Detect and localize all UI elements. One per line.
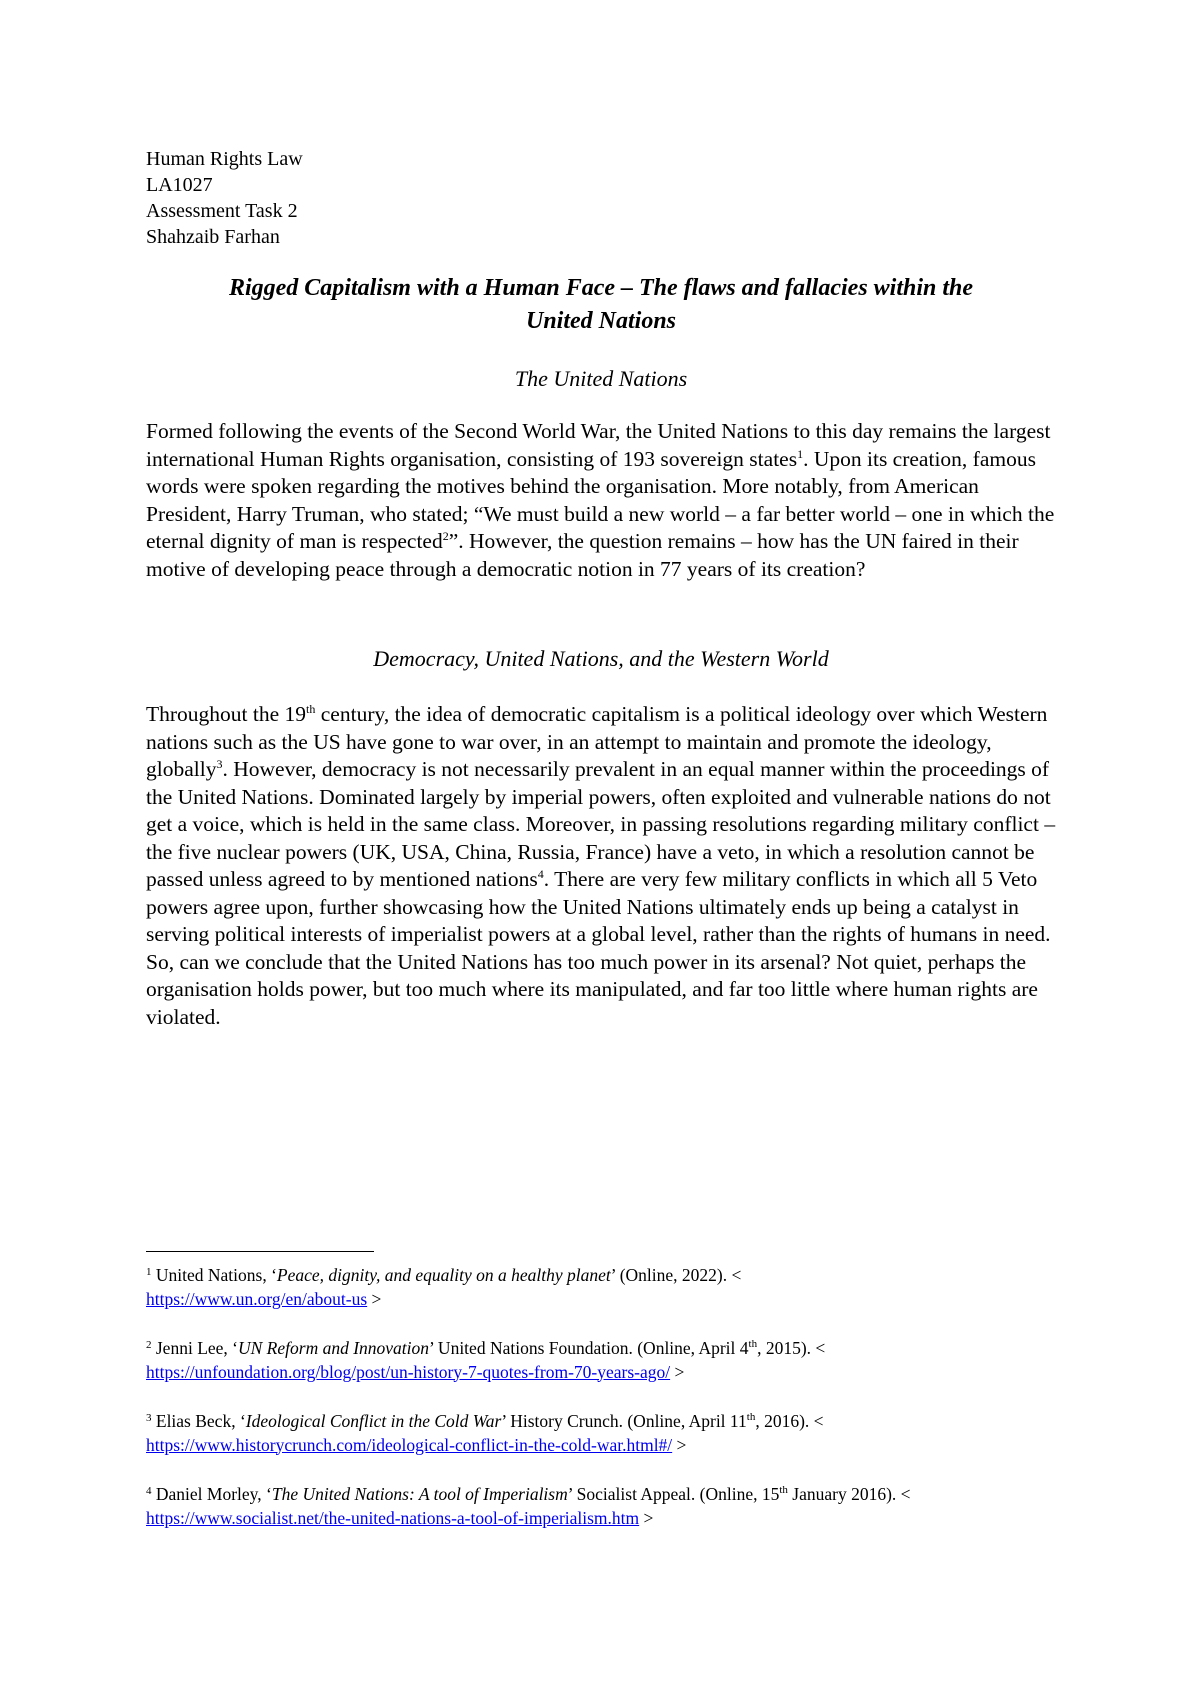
author-name: Shahzaib Farhan	[146, 226, 280, 248]
footnote-4-link[interactable]: https://www.socialist.net/the-united-nations-a-tool-of-imperialism.htm	[146, 1507, 640, 1528]
paragraph-democracy: Throughout the 19th century, the idea of democratic capitalism is a political ideology over which Western nations such as the US have gone to war over, in an attempt to maintain and promote the ideology, globally$^3$. However, democracy is not necessarily prevalent in an equal manner within the proceedings of the United Nations. Dominated largely by imperial powers, often exploited and vulnerable nations do not get a voice, which is held in the same class. Moreover, in passing resolutions regarding military conflict – the five nuclear powers (UK, USA, China, Russia, France) have a veto, in which a resolution cannot be passed unless agreed to by mentioned nations$^4$. There are very few military conflicts in which all 5 Veto powers agree upon, further showcasing how the United Nations ultimately ends up being a catalyst in serving political interests of imperialist powers at a global level, rather than the rights of humans in need. So, can we conclude that the United Nations has too much power in its arsenal? Not quiet, perhaps the organisation holds power, but too much where its manipulated, and far too little where human rights are violated.	[146, 702, 1056, 1029]
title-line-1: Rigged Capitalism with a Human Face – The flaws and fallacies within the	[228, 275, 974, 301]
paragraph-united-nations: Formed following the events of the Second World War, the United Nations to this day remains the largest international Human Rights organisation, consisting of 193 sovereign states$^1$. Upon its creation, famous words were spoken regarding the motives behind the organisation. More notably, from American President, Harry Truman, who stated; “We must build a new world – a far better world – one in which the eternal dignity of man is respected$^2$”. However, the question remains – how has the UN faired in their motive of developing peace through a democratic notion in 77 years of its creation?	[146, 419, 1055, 581]
assessment-task: Assessment Task 2	[146, 200, 298, 222]
footnote-ref-1[interactable]: 1	[797, 446, 804, 461]
document-title	[146, 272, 1056, 338]
footnote-3-link[interactable]: https://www.historycrunch.com/ideological-conflict-in-the-cold-war.html#/	[146, 1434, 673, 1455]
footnote-1: $^1$ United Nations, ‘Peace, dignity, and equality on a healthy planet’ (Online, 2022). < https://www.un.org/en/about-us >	[146, 1265, 742, 1309]
ordinal-suffix: th	[306, 702, 316, 716]
course-code: LA1027	[146, 174, 213, 196]
section-heading-united-nations: The United Nations	[514, 366, 688, 391]
footnote-4: $^4$ Daniel Morley, ‘The United Nations: A tool of Imperialism’ Socialist Appeal. (Online, 15th January 2016). < https://www.socialist.net/the-united-nations-a-tool-of-imperialism.htm >	[146, 1484, 911, 1528]
footnote-ref-2[interactable]: 2	[442, 529, 449, 543]
footnote-ref-4[interactable]: 4	[537, 867, 544, 881]
footnote-2: $^2$ Jenni Lee, ‘UN Reform and Innovation’ United Nations Foundation. (Online, April 4th, 2015). < https://unfoundation.org/blog/post/un-history-7-quotes-from-70-years-ago/ >	[146, 1338, 826, 1382]
footnote-1-link[interactable]: https://www.un.org/en/about-us	[146, 1288, 368, 1309]
footnote-separator	[146, 1251, 374, 1252]
footnote-3: $^3$ Elias Beck, ‘Ideological Conflict in the Cold War’ History Crunch. (Online, April 11th, 2016). < https://www.historycrunch.com/ideological-conflict-in-the-cold-war.html#/ >	[146, 1411, 824, 1455]
title-line-2: United Nations	[525, 308, 677, 334]
footnote-ref-3[interactable]: 3	[216, 757, 223, 771]
course-name: Human Rights Law	[146, 148, 303, 170]
footnote-2-link[interactable]: https://unfoundation.org/blog/post/un-history-7-quotes-from-70-years-ago/	[146, 1361, 671, 1382]
section-heading-democracy: Democracy, United Nations, and the Western World	[373, 646, 829, 671]
document-header	[146, 146, 303, 250]
